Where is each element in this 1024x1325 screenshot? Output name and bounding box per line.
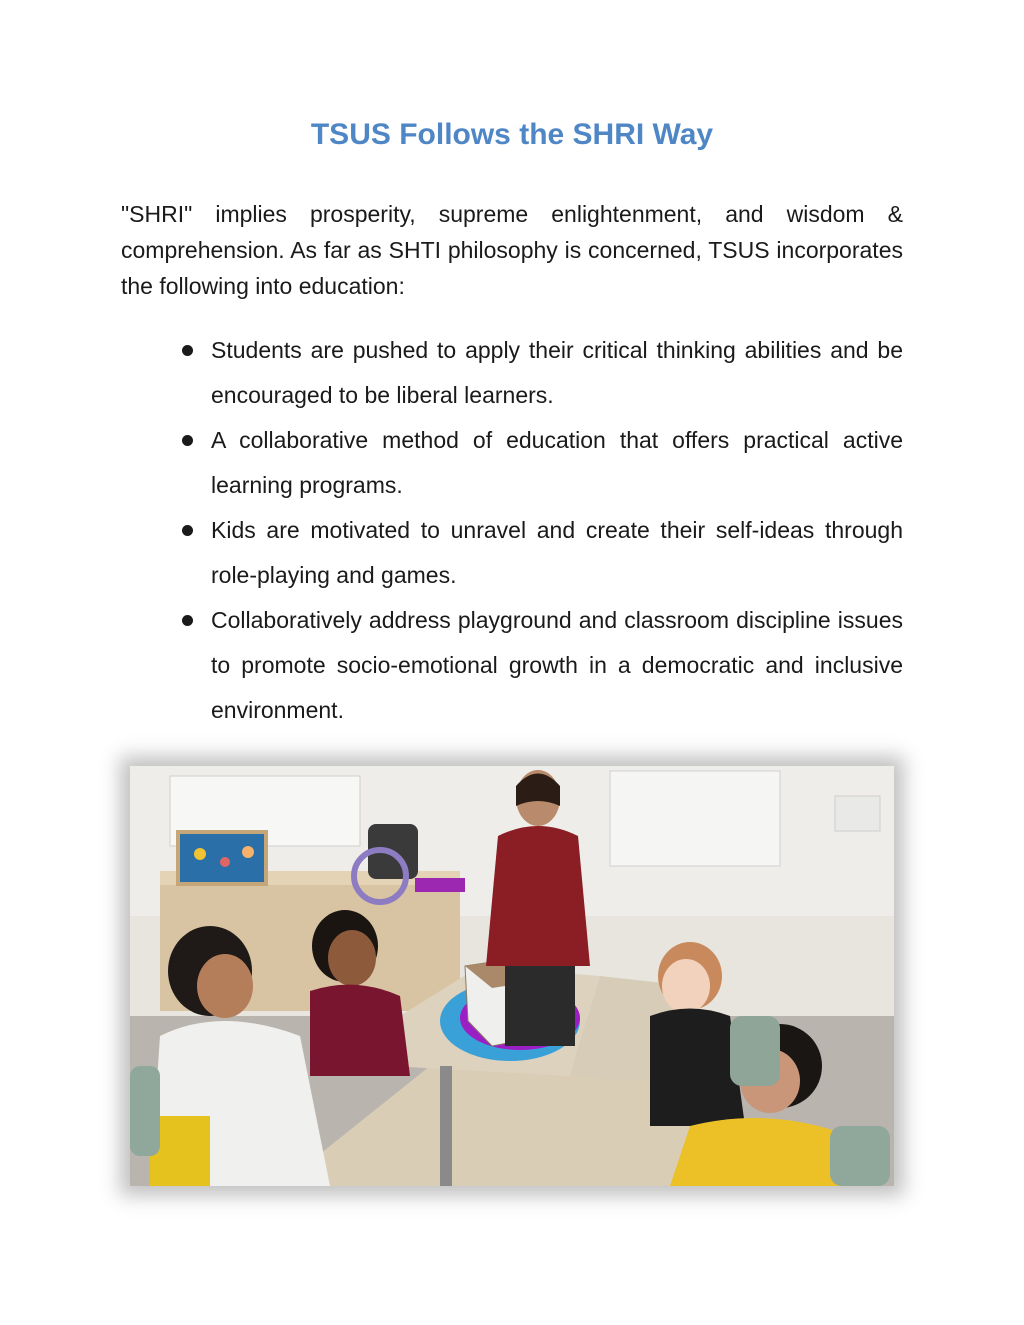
list-item [180, 418, 903, 508]
list-item [180, 508, 903, 598]
bullet-icon [182, 615, 193, 626]
list-item [180, 328, 903, 418]
classroom-photo [130, 766, 894, 1186]
bullet-icon [182, 345, 193, 356]
bullet-icon [182, 525, 193, 536]
bullet-icon [182, 435, 193, 446]
bullet-list [180, 328, 903, 733]
list-item-text: Collaboratively address playground and classroom discipline issues to promote socio-emotional growth in a democratic and inclusive environment. [211, 607, 903, 723]
list-item-text: A collaborative method of education that offers practical active learning programs. [211, 427, 903, 498]
list-item-text: Kids are motivated to unravel and create their self-ideas through role-playing and games. [211, 517, 903, 588]
page-title: TSUS Follows the SHRI Way [310, 118, 714, 151]
list-item-text: Students are pushed to apply their critical thinking abilities and be encouraged to be liberal learners. [211, 337, 903, 408]
intro-paragraph: "SHRI" implies prosperity, supreme enlightenment, and wisdom & comprehension. As far as SHTI philosophy is concerned, TSUS incorporates the following into education: [121, 201, 903, 299]
list-item [180, 598, 903, 733]
classroom-illustration [130, 766, 894, 1186]
